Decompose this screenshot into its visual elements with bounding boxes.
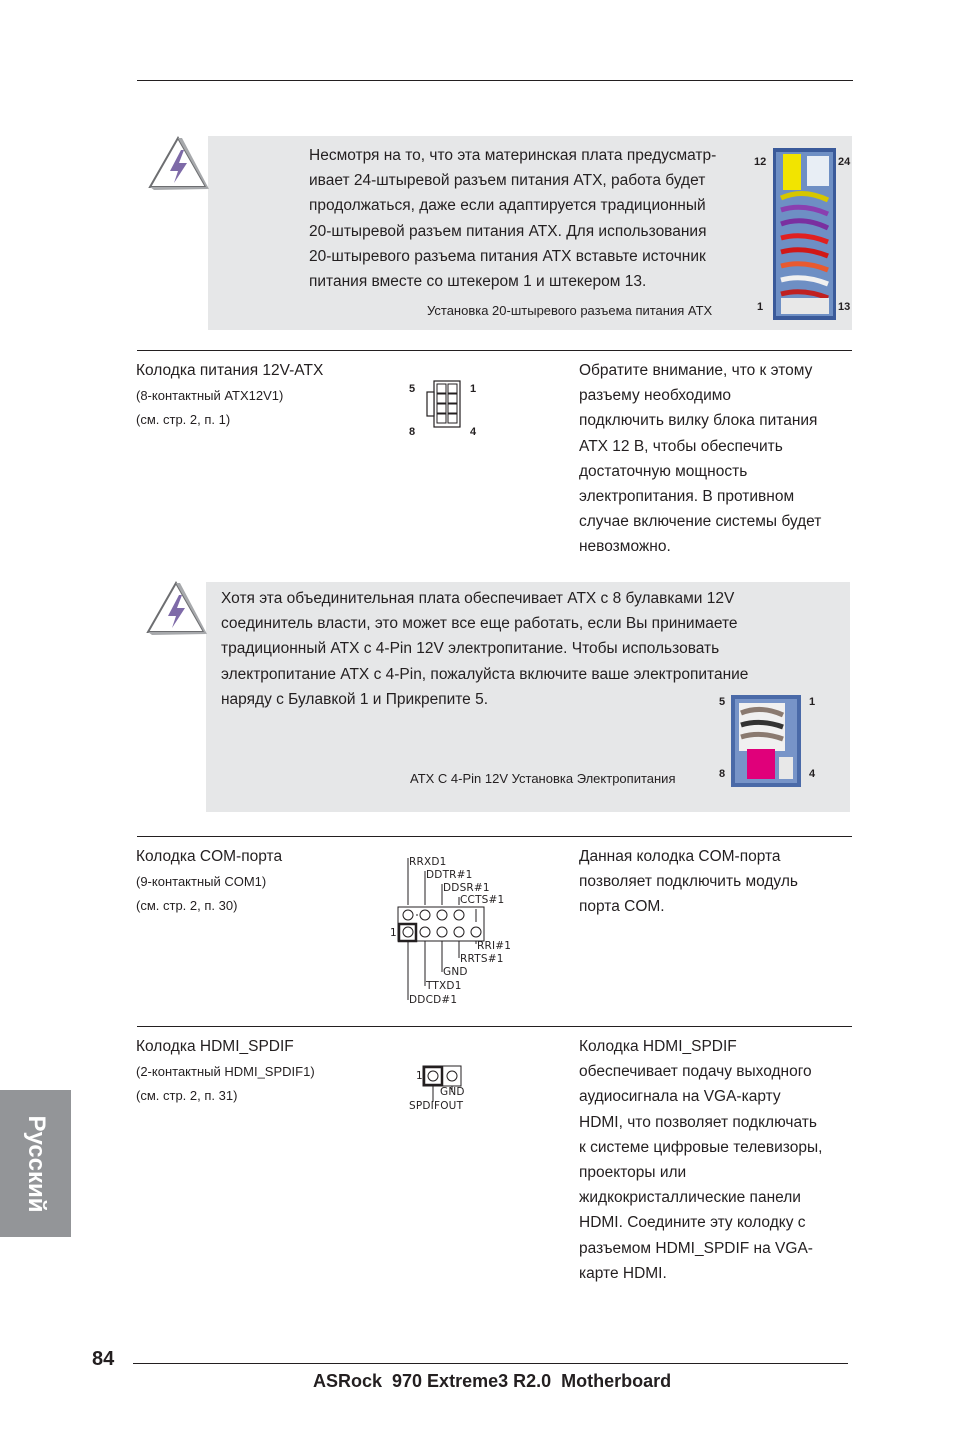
atx12v-title: Колодка питания 12V-ATX [136, 362, 324, 379]
atx12v-ref: (см. стр. 2, п. 1) [136, 412, 231, 428]
desc-line: жидкокристаллические панели [579, 1189, 801, 1207]
pin-label-1: 1 [809, 696, 816, 708]
warning-icon [146, 580, 208, 638]
atx-4pin-connector-photo [731, 695, 801, 787]
pin-label-4: 4 [470, 426, 477, 438]
note2-line: соединитель власти, это может все еще работать, если Вы принимаете [221, 615, 738, 633]
note2-text [221, 586, 841, 712]
desc-line: разъемом HDMI_SPDIF на VGA- [579, 1239, 813, 1257]
warning-icon [148, 135, 210, 193]
desc-line: разъему необходимо [579, 387, 732, 405]
com-pin-one: 1 [390, 927, 397, 939]
hdmi-ref: (см. стр. 2, п. 31) [136, 1088, 238, 1104]
desc-line: Данная колодка COM-порта [579, 848, 781, 865]
desc-line: проекторы или [579, 1164, 687, 1182]
top-rule [137, 80, 853, 81]
footer-rule [133, 1363, 848, 1364]
note2-line: наряду с Булавкой 1 и Прикрепите 5. [221, 690, 489, 708]
pin-label-13: 13 [838, 301, 851, 313]
desc-line: аудиосигнала на VGA-карту [579, 1088, 781, 1106]
note2-line: Хотя эта объединительная плата обеспечивает ATX с 8 булавками 12V [221, 590, 735, 607]
com-pin-count: (9-контактный COM1) [136, 874, 267, 890]
desc-line: карте HDMI. [579, 1264, 667, 1282]
pin-label-1: 1 [470, 383, 477, 395]
desc-line: порта COM. [579, 898, 665, 916]
hdmi-description [579, 1034, 851, 1286]
note1-line: ивает 24-штыревой разъем питания ATX, работа будет [309, 172, 706, 190]
desc-line: HDMI. Соедините эту колодку с [579, 1214, 806, 1232]
note1-caption: Установка 20-штыревого разъема питания ATX [427, 303, 713, 318]
desc-line: подключить вилку блока питания [579, 412, 818, 430]
desc-line: Обратите внимание, что к этому [579, 362, 813, 379]
com-pin-ttxd: TTXD1 [426, 980, 462, 992]
section-rule [137, 836, 852, 837]
note1-line: 20-штыревой разъем питания ATX. Для использования [309, 222, 707, 240]
pin-label-1: 1 [757, 301, 764, 313]
atx12v-pin-count: (8-контактный ATX12V1) [136, 388, 284, 404]
atx12v-description [579, 358, 851, 560]
desc-line: позволяет подключить модуль [579, 873, 798, 891]
pin-label-24: 24 [838, 156, 851, 168]
footer-title: ASRock 970 Extreme3 R2.0 Motherboard [313, 1371, 672, 1391]
page-number: 84 [92, 1348, 115, 1370]
com-pin-rrxd1: RRXD1 [409, 856, 447, 868]
desc-line: Колодка HDMI_SPDIF [579, 1038, 737, 1055]
hdmi-pin-one: 1 [416, 1070, 423, 1082]
note2-line: электропитание ATX с 4-Pin, пожалуйста включите ваше электропитание [221, 665, 749, 683]
desc-line: к системе цифровые телевизоры, [579, 1138, 823, 1156]
com-pin-ccts: CCTS#1 [460, 894, 505, 906]
pin-label-12: 12 [754, 156, 767, 168]
desc-line: ATX 12 В, чтобы обеспечить [579, 437, 783, 455]
com-title: Колодка COM-порта [136, 848, 283, 865]
desc-line: электропитания. В противном [579, 488, 795, 506]
com-pin-rrts: RRTS#1 [460, 953, 504, 965]
hdmi-pin-spdifout: SPDIFOUT [409, 1100, 464, 1112]
hdmi-pin-count: (2-контактный HDMI_SPDIF1) [136, 1064, 315, 1080]
pin-label-8: 8 [409, 426, 416, 438]
note1-line: 20-штыревого разъема питания ATX вставьте источник [309, 247, 706, 265]
com-pin-gnd: GND [443, 966, 468, 978]
com-pin-ddsr: DDSR#1 [443, 882, 490, 894]
note2-caption: ATX C 4-Pin 12V Установка Электропитания [410, 771, 676, 786]
note1-line: Несмотря на то, что эта материнская плата предусматр- [309, 147, 717, 164]
atx12v-connector-diagram [424, 380, 464, 428]
hdmi-pin-gnd: GND [440, 1086, 465, 1098]
note1-line: продолжаться, даже если адаптируется традиционный [309, 197, 706, 215]
language-label: Русский [22, 1115, 50, 1212]
com-description [579, 844, 851, 920]
atx-24pin-connector-photo [773, 148, 836, 320]
desc-line: случае включение системы будет [579, 513, 822, 531]
com-header-info [136, 844, 282, 913]
atx12v-header-info [136, 358, 323, 427]
com-pin-ddcd: DDCD#1 [409, 994, 458, 1006]
pin-label-5: 5 [409, 383, 416, 395]
com-ref: (см. стр. 2, п. 30) [136, 898, 238, 914]
com-pin-ddtr: DDTR#1 [426, 869, 473, 881]
com-pin-rri: RRI#1 [477, 940, 512, 952]
pin-label-8: 8 [719, 768, 726, 780]
desc-line: обеспечивает подачу выходного [579, 1063, 812, 1081]
desc-line: HDMI, что позволяет подключать [579, 1113, 817, 1131]
desc-line: достаточную мощность [579, 462, 748, 480]
note1-line: питания вместе со штекером 1 и штекером 13. [309, 273, 647, 291]
desc-line: невозможно. [579, 538, 671, 556]
hdmi-title: Колодка HDMI_SPDIF [136, 1038, 294, 1055]
note1-text [309, 143, 759, 294]
language-side-tab [0, 1090, 71, 1237]
hdmi-header-info [136, 1034, 315, 1103]
section-rule [137, 1026, 852, 1027]
section-rule [137, 350, 852, 351]
pin-label-4: 4 [809, 768, 816, 780]
note2-line: традиционный ATX с 4-Pin 12V электропитание. Чтобы использовать [221, 640, 720, 658]
pin-label-5: 5 [719, 696, 726, 708]
